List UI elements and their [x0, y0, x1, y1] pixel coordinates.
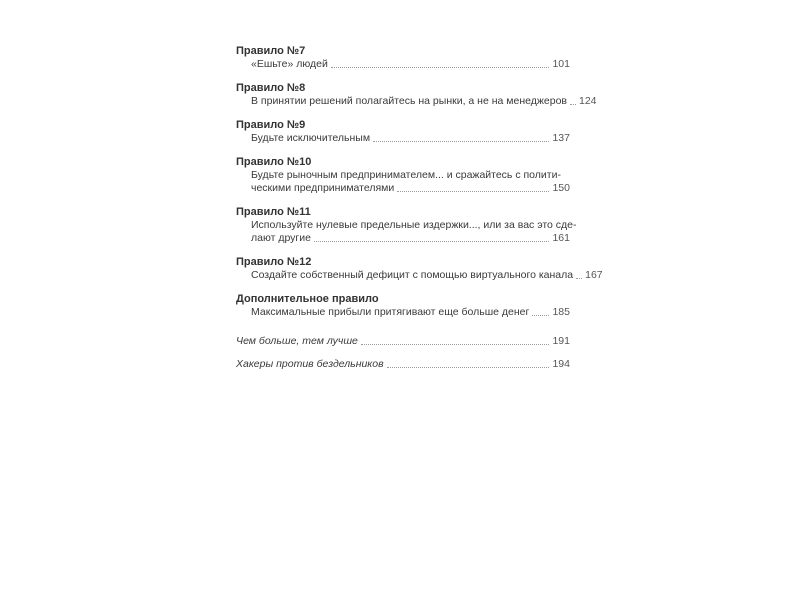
toc-section-rule-8: [230, 81, 597, 108]
toc-entry-title: Чем больше, тем лучше: [236, 335, 358, 347]
toc-page-number: 161: [552, 232, 570, 244]
toc-entry-title: Будьте исключительным: [251, 132, 371, 144]
toc-page-number: 185: [552, 306, 570, 318]
toc-section-hackers: [230, 358, 570, 371]
toc-entry-line-2: [251, 182, 570, 195]
toc-page-number: 150: [552, 182, 570, 194]
toc-entry: [251, 58, 570, 71]
toc-page-number: 167: [585, 269, 603, 281]
toc-page-number: 194: [552, 358, 570, 370]
toc-heading: Правило №10: [236, 156, 312, 168]
toc-entry-title: Хакеры против бездельников: [236, 358, 384, 370]
dot-leader: [314, 240, 549, 242]
toc-entry-title-line-2: ческими предпринимателями: [251, 182, 395, 194]
toc-entry-title: «Ешьте» людей: [251, 58, 328, 70]
toc-page-number: 137: [552, 132, 570, 144]
dot-leader: [532, 314, 549, 316]
toc-entry: [251, 132, 570, 145]
dot-leader: [361, 343, 550, 345]
toc-page-number: 191: [552, 335, 570, 347]
toc-entry-title-line-2: лают другие: [251, 232, 311, 244]
toc-heading: Правило №11: [236, 206, 311, 218]
toc-section-rule-10: [230, 155, 570, 195]
toc-section-rule-7: [230, 44, 570, 71]
toc-heading: Правило №8: [236, 82, 306, 94]
toc-heading: Правило №12: [236, 256, 312, 268]
toc-section-rule-11: [230, 205, 577, 245]
toc-section-rule-12: [230, 255, 603, 282]
dot-leader: [397, 190, 549, 192]
toc-entry-title: Максимальные прибыли притягивают еще больше денег: [251, 306, 530, 318]
toc-entry-title: Создайте собственный дефицит с помощью виртуального канала: [251, 269, 574, 281]
toc-section-rule-9: [230, 118, 570, 145]
dot-leader: [373, 140, 549, 142]
toc-entry: [251, 306, 570, 319]
toc-entry-title: В принятии решений полагайтесь на рынки, а не на менеджеров: [251, 95, 567, 107]
toc-page-number: 124: [579, 95, 597, 107]
toc-heading: Дополнительное правило: [236, 293, 379, 305]
table-of-contents: [230, 44, 603, 381]
toc-entry: [251, 269, 603, 282]
dot-leader: [576, 277, 582, 279]
toc-entry: [251, 219, 577, 245]
toc-heading: Правило №7: [236, 45, 306, 57]
toc-entry: [251, 95, 597, 108]
toc-page-number: 101: [552, 58, 570, 70]
dot-leader: [387, 366, 550, 368]
toc-section-bonus-rule: [230, 292, 570, 319]
toc-entry-line-2: [251, 232, 570, 245]
dot-leader: [331, 66, 550, 68]
toc-entry: [251, 169, 570, 195]
toc-entry: [236, 335, 570, 348]
toc-entry-title-line-1: Будьте рыночным предпринимателем... и сражайтесь с полити-: [251, 169, 561, 181]
toc-section-more-is-better: [230, 335, 570, 348]
dot-leader: [570, 103, 576, 105]
toc-heading: Правило №9: [236, 119, 306, 131]
toc-entry-title-line-1: Используйте нулевые предельные издержки..., или за вас это сде-: [251, 219, 577, 231]
toc-entry: [236, 358, 570, 371]
